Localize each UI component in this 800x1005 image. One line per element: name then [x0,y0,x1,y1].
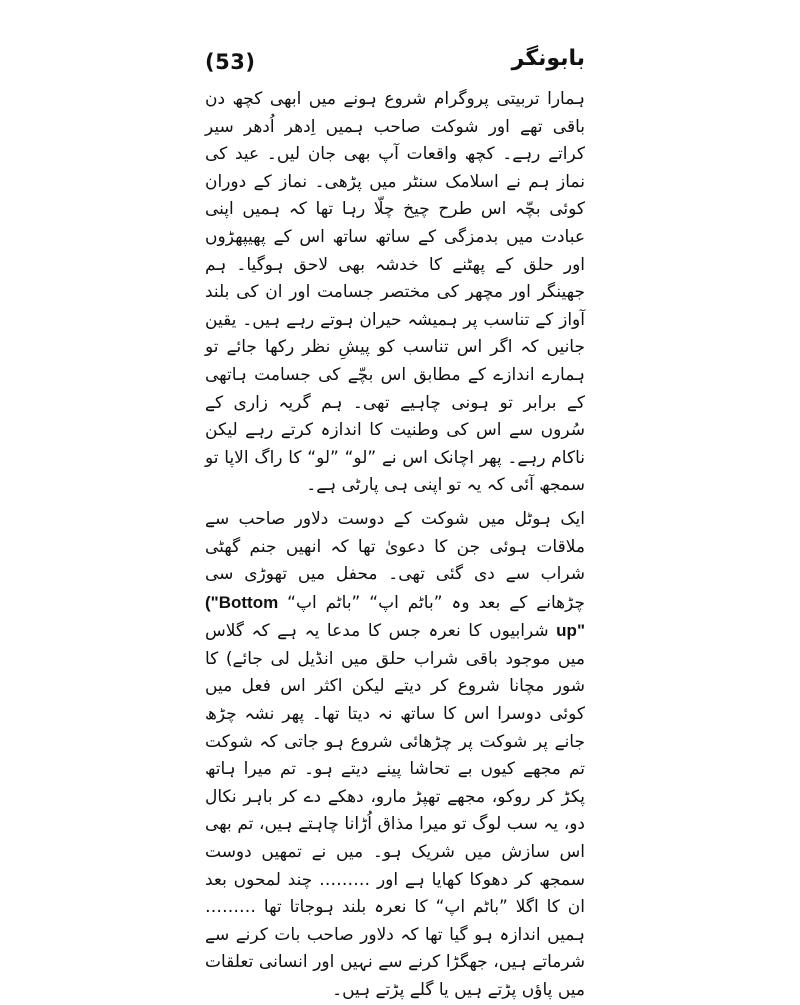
paragraph-2-part-1: ایک ہوٹل میں شوکت کے دوست دلاور صاحب سے ملاقات ہوئی جن کا دعویٰ تھا کہ انھیں جنم گھٹی شراب سے دی گئی تھی۔ محفل میں تھوڑی سی چڑھانے کے بعد وہ ”باٹم اپ“ ”باٹم اپ“ [205,508,585,613]
paragraph-2 [205,506,585,1005]
page-header [205,46,585,80]
paragraph-2-part-2: شرابیوں کا نعرہ جس کا مدعا یہ ہے کہ گلاس میں موجود باقی شراب حلق میں انڈیل لی جائے) کا شور مچانا شروع کر دیتے لیکن اکثر اس فعل میں کوئی دوسرا اس کا ساتھ نہ دیتا تھا۔ پھر نشہ چڑھ جانے پر شوکت پر چڑھائی شروع ہو جاتی کہ شوکت تم مجھے کیوں بے تحاشا پینے دیتے ہو۔ تم میرا ہاتھ پکڑ کر روکو، مجھے تھپڑ مارو، دھکے دے کر باہر نکال دو، یہ سب لوگ تو میرا مذاق اُڑانا چاہتے ہیں، تم بھی اس سازش میں شریک ہو۔ میں نے تمھیں دوست سمجھ کر دھوکا کھایا ہے اور ……… چند لمحوں بعد ان کا اگلا ”باٹم اپ“ کا نعرہ بلند ہوجاتا تھا ……… ہمیں اندازہ ہو گیا تھا کہ دلاور صاحب بات کرنے سے شرماتے ہیں، جھگڑا کرنے سے نہیں اور انسانی تعلقات میں پاؤں پڑتے ہیں یا گلے پڑتے ہیں۔ [205,621,585,1000]
body-text [205,86,585,1005]
running-title: بابونگر [511,46,585,71]
english-phrase: ("Bottom up" [205,592,586,641]
paragraph-1: ہمارا تربیتی پروگرام شروع ہونے میں ابھی کچھ دن باقی تھے اور شوکت صاحب ہمیں اِدھر اُدھر سیر کراتے رہے۔ کچھ واقعات آپ بھی جان لیں۔ عید کی نماز ہم نے اسلامک سنٹر میں پڑھی۔ نماز کے دوران کوئی بچّہ اس طرح چیخ چلّا رہا تھا کہ ہمیں اپنی عبادت میں بدمزگی کے ساتھ ساتھ اس کے پھیپھڑوں اور حلق کے پھٹنے کا خدشہ بھی لاحق ہوگیا۔ ہم جھینگر اور مچھر کی مختصر جسامت اور ان کی بلند آواز کے تناسب پر ہمیشہ حیران ہوتے رہے ہیں۔ یقین جانیں کہ اگر اس تناسب کو پیشِ نظر رکھا جائے تو ہمارے اندازے کے مطابق اس بچّے کی جسامت ہاتھی کے برابر تو ہونی چاہیے تھی۔ ہم گریہ زاری کے سُروں سے اس کی وطنیت کا اندازہ کرتے رہے لیکن ناکام رہے۔ پھر اچانک اس نے ”لو“ ”لو“ کا راگ الاپا تو سمجھ آئی کہ یہ تو اپنی ہی پارٹی ہے۔ [205,89,585,496]
page-number: (53) [205,50,256,74]
